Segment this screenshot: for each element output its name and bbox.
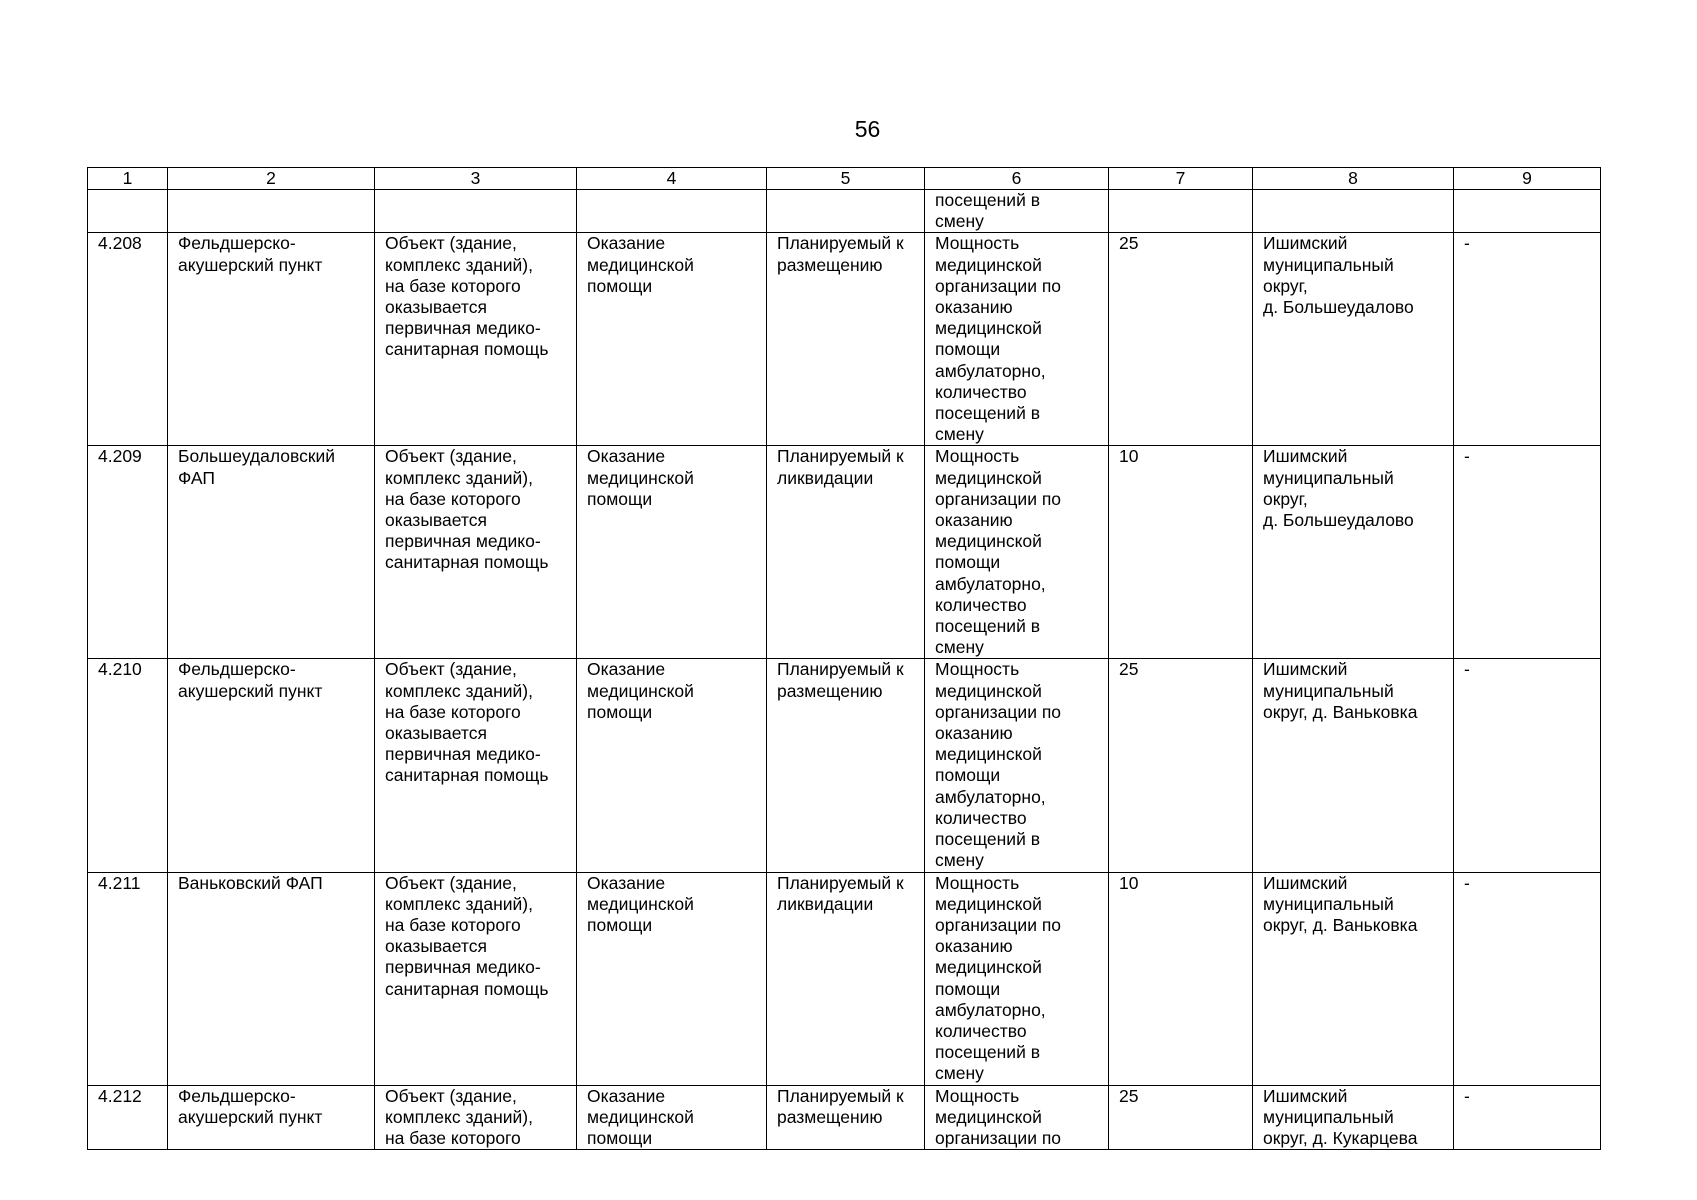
characteristic-cell: Мощность медицинской организации по оказанию медицинской помощи амбулаторно, количество посещений в смену bbox=[925, 872, 1109, 1085]
table-row-continued bbox=[88, 190, 1601, 233]
row-number-cell: 4.208 bbox=[88, 233, 168, 446]
column-header: 1 bbox=[88, 168, 168, 190]
table-cell bbox=[767, 190, 925, 233]
location-cell: Ишимский муниципальный округ, д. Ваньковка bbox=[1253, 659, 1454, 872]
capacity-cell: 10 bbox=[1109, 446, 1253, 659]
characteristic-cell: Мощность медицинской организации по оказанию медицинской помощи амбулаторно, количество посещений в смену bbox=[925, 233, 1109, 446]
status-cell: Планируемый к размещению bbox=[767, 659, 925, 872]
capacity-cell: 25 bbox=[1109, 659, 1253, 872]
zone-cell: - bbox=[1454, 659, 1601, 872]
characteristic-cell: Мощность медицинской организации по оказанию медицинской помощи амбулаторно, количество посещений в смену bbox=[925, 659, 1109, 872]
characteristic-cell: Мощность медицинской организации по bbox=[925, 1085, 1109, 1150]
column-header: 4 bbox=[577, 168, 767, 190]
purpose-cell: Оказание медицинской помощи bbox=[577, 446, 767, 659]
table-row bbox=[88, 233, 1601, 446]
location-cell: Ишимский муниципальный округ, д. Большеудалово bbox=[1253, 446, 1454, 659]
object-name-cell: Фельдшерско- акушерский пункт bbox=[168, 659, 375, 872]
status-cell: Планируемый к размещению bbox=[767, 1085, 925, 1150]
table-row bbox=[88, 659, 1601, 872]
object-type-cell: Объект (здание, комплекс зданий), на базе которого оказывается первичная медико- санитарная помощь bbox=[375, 446, 577, 659]
object-name-cell: Фельдшерско- акушерский пункт bbox=[168, 233, 375, 446]
table-header-row bbox=[88, 168, 1601, 190]
location-cell: Ишимский муниципальный округ, д. Кукарцева bbox=[1253, 1085, 1454, 1150]
column-header: 3 bbox=[375, 168, 577, 190]
status-cell: Планируемый к ликвидации bbox=[767, 872, 925, 1085]
row-number-cell: 4.211 bbox=[88, 872, 168, 1085]
zone-cell: - bbox=[1454, 1085, 1601, 1150]
characteristic-cell: Мощность медицинской организации по оказанию медицинской помощи амбулаторно, количество посещений в смену bbox=[925, 446, 1109, 659]
purpose-cell: Оказание медицинской помощи bbox=[577, 233, 767, 446]
column-header: 9 bbox=[1454, 168, 1601, 190]
table-row bbox=[88, 872, 1601, 1085]
capacity-cell: 10 bbox=[1109, 872, 1253, 1085]
location-cell: Ишимский муниципальный округ, д. Большеудалово bbox=[1253, 233, 1454, 446]
row-number-cell: 4.210 bbox=[88, 659, 168, 872]
column-header: 8 bbox=[1253, 168, 1454, 190]
column-header: 5 bbox=[767, 168, 925, 190]
page-number: 56 bbox=[854, 116, 881, 142]
zone-cell: - bbox=[1454, 872, 1601, 1085]
table-cell bbox=[1253, 190, 1454, 233]
object-type-cell: Объект (здание, комплекс зданий), на базе которого оказывается первичная медико- санитарная помощь bbox=[375, 872, 577, 1085]
purpose-cell: Оказание медицинской помощи bbox=[577, 872, 767, 1085]
table-cell bbox=[1109, 190, 1253, 233]
row-number-cell: 4.209 bbox=[88, 446, 168, 659]
zone-cell: - bbox=[1454, 446, 1601, 659]
status-cell: Планируемый к ликвидации bbox=[767, 446, 925, 659]
purpose-cell: Оказание медицинской помощи bbox=[577, 659, 767, 872]
table-row bbox=[88, 1085, 1601, 1150]
object-type-cell: Объект (здание, комплекс зданий), на базе которого оказывается первичная медико- санитарная помощь bbox=[375, 233, 577, 446]
status-cell: Планируемый к размещению bbox=[767, 233, 925, 446]
row-number-cell: 4.212 bbox=[88, 1085, 168, 1150]
capacity-cell: 25 bbox=[1109, 233, 1253, 446]
column-header: 2 bbox=[168, 168, 375, 190]
purpose-cell: Оказание медицинской помощи bbox=[577, 1085, 767, 1150]
table-cell bbox=[375, 190, 577, 233]
object-name-cell: Фельдшерско- акушерский пункт bbox=[168, 1085, 375, 1150]
object-type-cell: Объект (здание, комплекс зданий), на базе которого bbox=[375, 1085, 577, 1150]
object-type-cell: Объект (здание, комплекс зданий), на базе которого оказывается первичная медико- санитарная помощь bbox=[375, 659, 577, 872]
table-cell bbox=[577, 190, 767, 233]
object-name-cell: Ваньковский ФАП bbox=[168, 872, 375, 1085]
capacity-cell: 25 bbox=[1109, 1085, 1253, 1150]
objects-table bbox=[87, 167, 1601, 1150]
column-header: 7 bbox=[1109, 168, 1253, 190]
table-cell bbox=[168, 190, 375, 233]
zone-cell: - bbox=[1454, 233, 1601, 446]
table-row bbox=[88, 446, 1601, 659]
table-cell: посещений в смену bbox=[925, 190, 1109, 233]
table-cell bbox=[1454, 190, 1601, 233]
column-header: 6 bbox=[925, 168, 1109, 190]
location-cell: Ишимский муниципальный округ, д. Ваньковка bbox=[1253, 872, 1454, 1085]
table-cell bbox=[88, 190, 168, 233]
object-name-cell: Большеудаловский ФАП bbox=[168, 446, 375, 659]
